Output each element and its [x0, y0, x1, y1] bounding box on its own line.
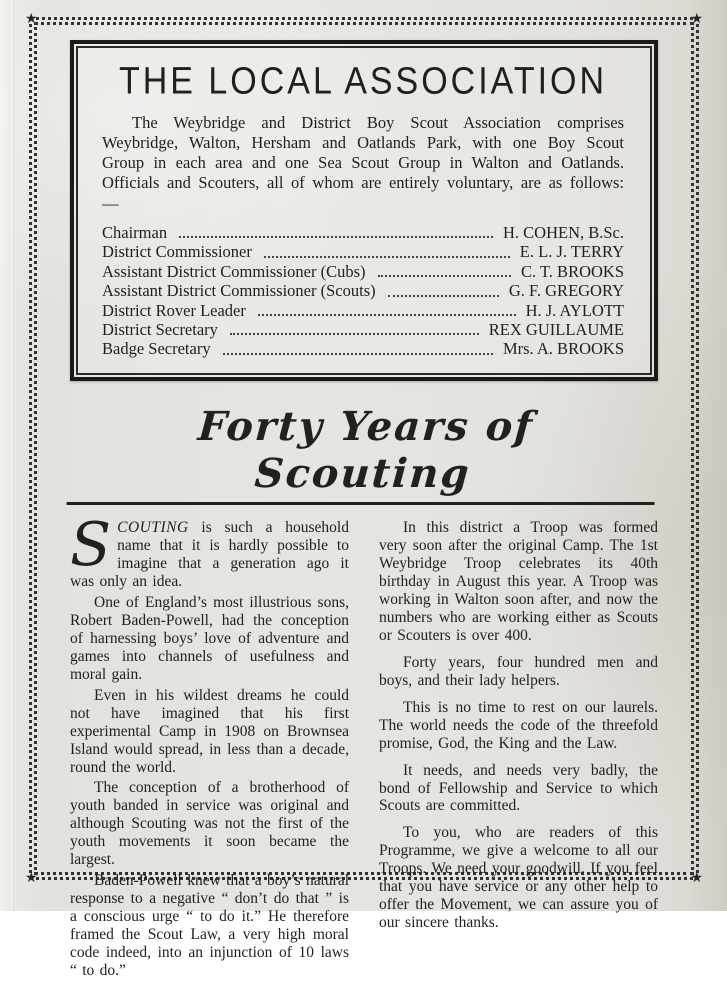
right-column — [379, 519, 658, 983]
page-content — [70, 40, 658, 983]
official-role: District Rover Leader — [102, 300, 246, 320]
official-name: E. L. J. TERRY — [519, 242, 624, 262]
corner-star-icon: ★ — [25, 870, 38, 886]
paragraph: Forty years, four hundred men and boys, and their lady helpers. — [379, 653, 658, 689]
article-heading-text: Forty Years of Scouting — [66, 403, 661, 505]
official-role: Assistant District Commissioner (Scouts) — [102, 281, 376, 301]
paragraph: To you, who are readers of this Programme, we give a welcome to all our Troops. We need your goodwill. If you feel that you have service or any other help to offer the Movement, we can assure you of our sincere thanks. — [379, 824, 658, 932]
official-role: Badge Secretary — [102, 339, 211, 359]
local-association-box — [70, 40, 658, 381]
official-role: District Secretary — [102, 319, 218, 339]
dropcap-letter: S — [70, 509, 112, 580]
official-name: Mrs. A. BROOKS — [502, 339, 624, 359]
official-name: C. T. BROOKS — [521, 261, 624, 281]
dotted-leader — [388, 295, 499, 297]
dotted-leader — [258, 314, 516, 316]
paragraph: One of England’s most illustrious sons, Robert Baden-Powell, had the conception of harnessing boys’ love of adventure and games into channels of usefulness and moral gain. — [70, 593, 349, 683]
official-row — [102, 301, 624, 320]
official-name: REX GUILLAUME — [488, 319, 624, 339]
official-role: Chairman — [102, 222, 168, 242]
dotted-leader — [264, 256, 510, 258]
paragraph: It needs, and needs very badly, the bond of Fellowship and Service to which Scouts are committed. — [379, 761, 658, 815]
official-row — [102, 339, 624, 358]
paragraph: In this district a Troop was formed very soon after the original Camp. The 1st Weybridge Troop celebrates its 40th birthday in August this year. A Troop was working in Walton soon after, and now the numbers who are working either as Scouts or Scouters is over 400. — [379, 518, 658, 644]
paragraph — [70, 509, 349, 591]
official-row — [102, 281, 624, 300]
paragraph: Baden-Powell knew that a boy’s natural response to a negative “ don’t do that ” is a conscious urge “ to do it.” He therefore framed the Scout Law, a very high moral code indeed, into an injunction of 10 laws “ to do.” — [70, 872, 350, 980]
article-heading — [70, 403, 658, 505]
dotted-leader — [223, 353, 493, 355]
officials-list — [102, 223, 624, 359]
official-role: District Commissioner — [102, 242, 252, 262]
official-name: H. COHEN, B.Sc. — [502, 222, 624, 242]
dotted-leader — [230, 333, 479, 335]
official-row — [102, 223, 624, 242]
paragraph: Even in his wildest dreams he could not have imagined that his first experimental Camp in 1908 on Brownsea Island would spread, in less than a decade, round the world. — [70, 686, 349, 776]
lead-word: COUTING — [117, 518, 189, 536]
left-column — [70, 509, 350, 983]
corner-star-icon: ★ — [690, 870, 703, 886]
official-row — [102, 242, 624, 261]
association-intro: The Weybridge and District Boy Scout Association comprises Weybridge, Walton, Hersham and Oatlands Park, with one Boy Scout Group in each area and one Sea Scout Group in Walton and Oatlands. Officials and Scouters, all of whom are entirely voluntary, are as follows:— — [102, 113, 624, 213]
association-title: THE LOCAL ASSOCIATION — [118, 59, 608, 103]
official-row — [102, 320, 624, 339]
paragraph: This is no time to rest on our laurels. The world needs the code of the threefold promise, God, the King and the Law. — [379, 698, 658, 752]
official-row — [102, 262, 624, 281]
corner-star-icon: ★ — [25, 11, 38, 27]
dotted-leader — [179, 236, 493, 238]
article-columns — [70, 509, 658, 983]
paragraph-text: is such a household name that it is hardly possible to imagine that a generation ago it was only an idea. — [70, 518, 349, 590]
local-association-box-inner — [76, 46, 652, 375]
official-name: H. J. AYLOTT — [525, 300, 624, 320]
paragraph: The conception of a brotherhood of youth banded in service was original and although Scouting was not the first of the youth movements it soon became the largest. — [70, 779, 349, 869]
corner-star-icon: ★ — [690, 11, 703, 27]
official-name: G. F. GREGORY — [508, 281, 624, 301]
official-role: Assistant District Commissioner (Cubs) — [102, 261, 366, 281]
dotted-leader — [378, 275, 511, 277]
